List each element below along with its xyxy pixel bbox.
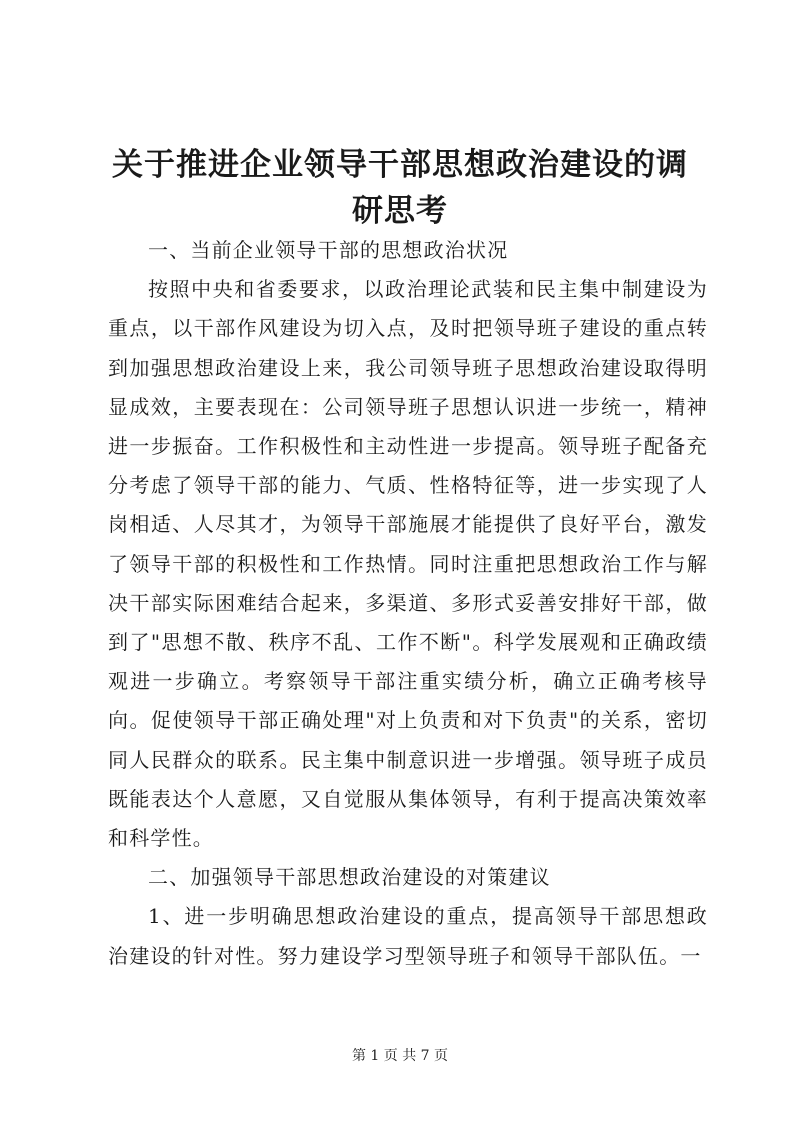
document-title: 关于推进企业领导干部思想政治建设的调研思考 (112, 147, 688, 229)
page-number: 第 1 页 共 7 页 (351, 1048, 449, 1064)
section-heading-1: 一、当前企业领导干部的思想政治状况 (148, 238, 509, 262)
document-body (108, 231, 708, 976)
page-footer (0, 1046, 800, 1066)
section-heading-2: 二、加强领导干部思想政治建设的对策建议 (148, 865, 551, 890)
body-paragraph-2: 1、进一步明确思想政治建设的重点，提高领导干部思想政治建设的针对性。努力建设学习型领导班子和领导干部队伍。一 (108, 904, 708, 968)
body-paragraph-1: 按照中央和省委要求，以政治理论武装和民主集中制建设为重点，以干部作风建设为切入点，及时把领导班子建设的重点转到加强思想政治建设上来，我公司领导班子思想政治建设取得明显成效，主要表现在：公司领导班子思想认识进一步统一，精神进一步振奋。工作积极性和主动性进一步提高。领导班子配备充分考虑了领导干部的能力、气质、性格特征等，进一步实现了人岗相适、人尽其才，为领导干部施展才能提供了良好平台，激发了领导干部的积极性和工作热情。同时注重把思想政治工作与解决干部实际困难结合起来，多渠道、多形式妥善安排好干部，做到了"思想不散、秩序不乱、工作不断"。科学发展观和正确政绩观进一步确立。考察领导干部注重实绩分析，确立正确考核导向。促使领导干部正确处理"对上负责和对下负责"的关系，密切同人民群众的联系。民主集中制意识进一步增强。领导班子成员既能表达个人意愿，又自觉服从集体领导，有利于提高决策效率和科学性。 (108, 277, 708, 851)
